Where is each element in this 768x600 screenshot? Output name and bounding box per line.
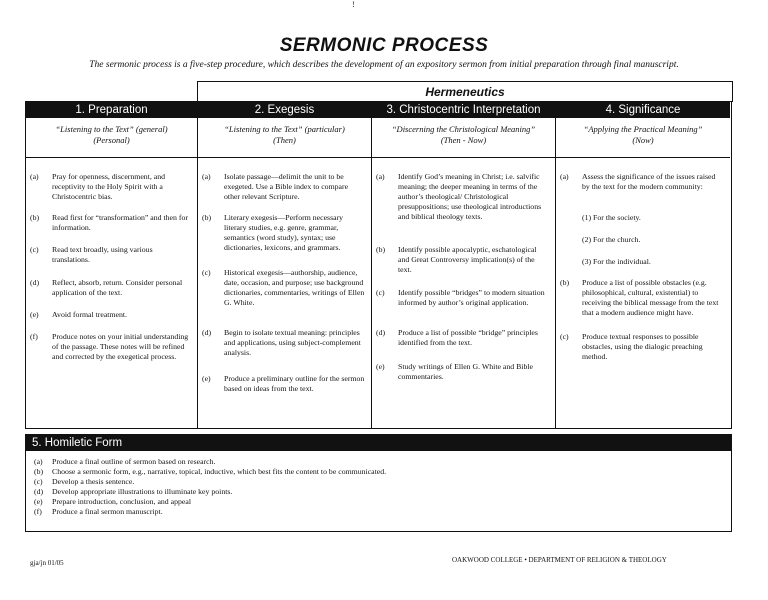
column-header: 2. Exegesis xyxy=(198,102,371,118)
list-item: (d) Develop appropriate illustrations to illuminate key points. xyxy=(34,487,233,496)
hermeneutics-banner: Hermeneutics xyxy=(197,81,733,102)
list-item: (e) Avoid formal treatment. xyxy=(30,310,127,319)
process-table xyxy=(25,101,732,429)
subheader-line: (Now) xyxy=(632,135,654,145)
subheader-line: “Listening to the Text” (general) xyxy=(55,124,168,134)
list-item: (b) Produce a list of possible obstacles (e.g. philosophical, cultural, existential) to receiving the biblical message from the text that a modern audience might have. xyxy=(560,278,719,317)
column-subheader xyxy=(556,118,730,158)
list-item: (e) Produce a preliminary outline for the sermon based on ideas from the text. xyxy=(202,374,365,393)
list-item: (a) Identify God’s meaning in Christ; i.e. salvific meaning; the deeper meaning in terms of the author’s theological/ Christological presuppositions; use theological introductions and biblical theology texts. xyxy=(376,172,542,221)
subheader-line: (Personal) xyxy=(93,135,130,145)
list-item: (c) Identify possible “bridges” to modern situation informed by author’s original application. xyxy=(376,288,545,307)
list-item: (a) Produce a final outline of sermon based on research. xyxy=(34,457,216,466)
subheader-line: “Listening to the Text” (particular) xyxy=(224,124,345,134)
footer-initials: gja/jn 01/05 xyxy=(30,559,64,567)
subheader-line: “Applying the Practical Meaning” xyxy=(583,124,703,134)
list-item: (c) Produce textual responses to possible obstacles, using the dialogic preaching method. xyxy=(560,332,703,361)
list-item: (d) Reflect, absorb, return. Consider personal application of the text. xyxy=(30,278,183,297)
list-item: (c) Historical exegesis—authorship, audience, date, occasion, and purpose; use background dictionaries, commentaries, writings of Ellen G. White. xyxy=(202,268,365,307)
list-item: (a) Assess the significance of the issues raised by the text for the modern community: xyxy=(560,172,716,191)
top-mark: ! xyxy=(352,0,355,9)
sub-list-item: (1) For the society. xyxy=(582,213,641,222)
list-item: (d) Begin to isolate textual meaning: principles and applications, using subject-complement analysis. xyxy=(202,328,361,357)
list-item: (a) Pray for openness, discernment, and receptivity to the Holy Spirit with a Christocentric bias. xyxy=(30,172,166,201)
list-item: (b) Identify possible apocalyptic, eschatological and Great Controversy implication(s) of the text. xyxy=(376,245,537,274)
list-item: (b) Literary exegesis—Perform necessary literary studies, e.g. genre, grammar, semantics (word study), syntax; use dictionaries, lexicons, and grammars. xyxy=(202,213,344,252)
homiletic-list xyxy=(26,451,731,517)
column-preparation xyxy=(26,102,198,428)
list-item: (e) Study writings of Ellen G. White and Bible commentaries. xyxy=(376,362,533,381)
footer-institution: OAKWOOD COLLEGE • DEPARTMENT OF RELIGION & THEOLOGY xyxy=(452,556,667,564)
list-item: (d) Produce a list of possible “bridge” principles identified from the text. xyxy=(376,328,538,347)
list-item: (f) Produce a final sermon manuscript. xyxy=(34,507,163,516)
list-item: (c) Read text broadly, using various translations. xyxy=(30,245,153,264)
column-header: 3. Christocentric Interpretation xyxy=(372,102,555,118)
section-header: 5. Homiletic Form xyxy=(26,435,731,451)
page-subtitle: The sermonic process is a five-step procedure, which describes the development of an expository sermon from initial preparation through final manuscript. xyxy=(89,60,679,70)
column-significance xyxy=(556,102,730,428)
page-title: SERMONIC PROCESS xyxy=(279,35,489,56)
column-exegesis xyxy=(198,102,372,428)
subheader-line: (Then - Now) xyxy=(440,135,487,145)
subheader-line: (Then) xyxy=(273,135,296,145)
column-subheader xyxy=(198,118,371,158)
column-header: 1. Preparation xyxy=(26,102,197,118)
list-item: (b) Read first for “transformation” and then for information. xyxy=(30,213,188,232)
list-item: (b) Choose a sermonic form, e.g., narrative, topical, inductive, which best fits the content to be communicated. xyxy=(34,467,387,476)
list-item: (e) Prepare introduction, conclusion, and appeal xyxy=(34,497,191,506)
column-christocentric xyxy=(372,102,556,428)
column-header: 4. Significance xyxy=(556,102,730,118)
list-item: (c) Develop a thesis sentence. xyxy=(34,477,135,486)
column-subheader xyxy=(372,118,555,158)
list-item: (a) Isolate passage—delimit the unit to be exegeted. Use a Bible index to compare other relevant Scripture. xyxy=(202,172,349,201)
column-subheader xyxy=(26,118,197,158)
homiletic-form-section xyxy=(25,434,732,532)
list-item: (f) Produce notes on your initial understanding of the passage. These notes will be refined and corrected by the exegetical process. xyxy=(30,332,189,361)
sub-list-item: (2) For the church. xyxy=(582,235,641,244)
subheader-line: “Discerning the Christological Meaning” xyxy=(391,124,536,134)
sub-list-item: (3) For the individual. xyxy=(582,257,651,266)
